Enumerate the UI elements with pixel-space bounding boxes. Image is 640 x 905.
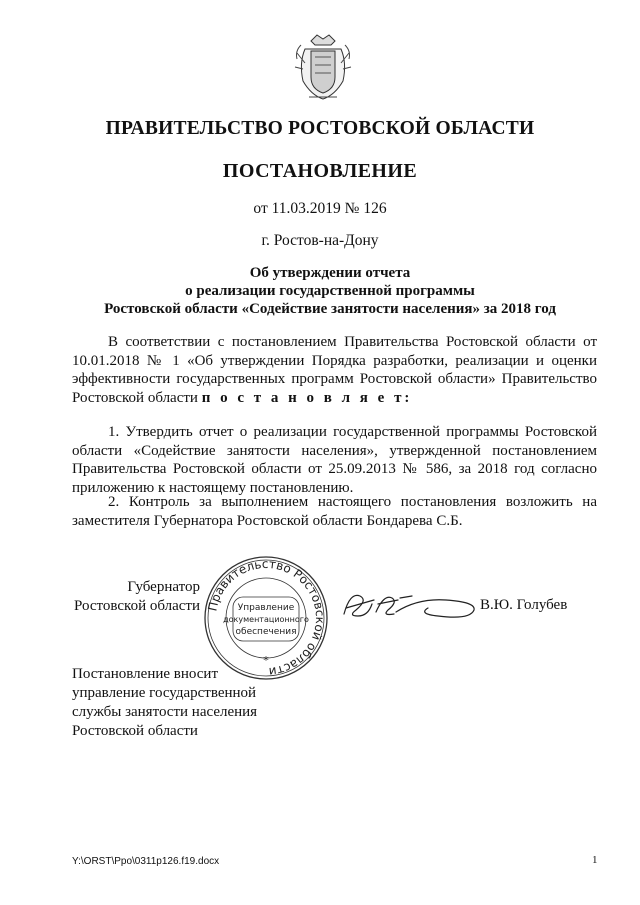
resolution-item-2 [72, 493, 597, 530]
subject-line: Ростовской области «Содействие занятости населения» за 2018 год [104, 301, 556, 317]
subject-line: Об утверждении отчета [249, 265, 411, 281]
seal-inner-line: Управление [237, 603, 295, 613]
seal-star: * [263, 654, 269, 667]
government-title: ПРАВИТЕЛЬСТВО РОСТОВСКОЙ ОБЛАСТИ [105, 118, 535, 139]
note-line: управление государственной [72, 685, 257, 701]
document-city: г. Ростов-на-Дону [261, 232, 379, 249]
official-seal-stamp [203, 555, 329, 681]
preamble-paragraph [72, 333, 597, 407]
page-number: 1 [592, 854, 598, 866]
submitted-by-note [72, 665, 312, 741]
signatory-position [60, 578, 200, 616]
seal-inner-line: обеспечения [235, 627, 297, 637]
resolves-keyword: п о с т а н о в л я е т: [201, 389, 413, 406]
note-line: Постановление вносит [72, 666, 219, 682]
document-date-number: от 11.03.2019 № 126 [253, 200, 387, 217]
signatory-name: В.Ю. Голубев [480, 597, 568, 613]
position-line: Ростовской области [74, 598, 200, 614]
seal-inner-line: документационного [223, 615, 309, 624]
resolution-item-1 [72, 423, 597, 497]
note-line: службы занятости населения [72, 704, 258, 720]
document-type-heading: ПОСТАНОВЛЕНИЕ [222, 160, 418, 182]
file-path: Y:\ORST\Ppo\0311p126.f19.docx [72, 856, 220, 867]
preamble-text: В соответствии с постановлением Правительства Ростовской области от 10.01.2018 № 1 «Об утверждении Порядка разработки, реализации и оценки эффективности государственных программ Ростовской области» Правительство Ростовской области [72, 334, 597, 406]
handwritten-signature [338, 586, 480, 626]
note-line: Ростовской области [72, 723, 198, 739]
coat-of-arms-icon [291, 33, 355, 103]
seal-outer-text: Правительство Ростовской области [205, 556, 328, 680]
item-1-text: 1. Утвердить отчет о реализации государственной программы Ростовской области «Содействие занятости населения», утвержденной постановлением Правительства Ростовской области от 25.09.2013 № 586, за 2018 год согласно приложению к настоящему постановлению. [72, 424, 597, 496]
document-subject [60, 264, 600, 318]
position-line: Губернатор [127, 579, 200, 595]
subject-line: о реализации государственной программы [185, 283, 475, 299]
item-2-text: 2. Контроль за выполнением настоящего постановления возложить на заместителя Губернатора Ростовской области Бондарева С.Б. [72, 494, 597, 529]
